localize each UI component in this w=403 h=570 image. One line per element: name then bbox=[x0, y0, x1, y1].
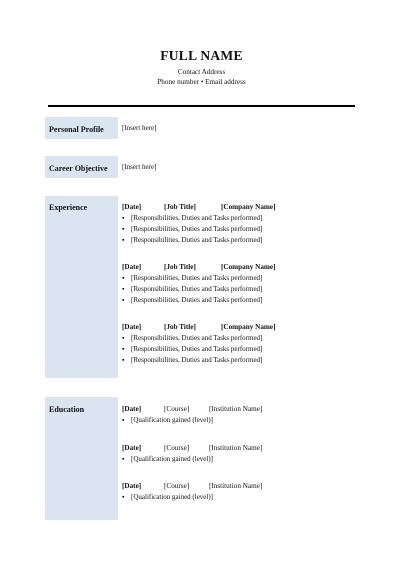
education-course: [Course] bbox=[164, 482, 190, 490]
experience-company: [Company Name] bbox=[221, 263, 276, 271]
experience-date: [Date] bbox=[122, 203, 142, 211]
experience-entry bbox=[122, 202, 362, 245]
career-objective-text: [Insert here] bbox=[122, 163, 157, 171]
list-item: ▪ [Qualification gained (level)] bbox=[122, 454, 362, 465]
list-item: ▪ [Responsibilities, Duties and Tasks performed] bbox=[122, 273, 362, 284]
education-label: Education bbox=[49, 405, 85, 414]
experience-job-title: [Job Title] bbox=[164, 323, 196, 331]
education-course: [Course] bbox=[164, 405, 190, 413]
experience-job-title: [Job Title] bbox=[164, 263, 196, 271]
experience-company: [Company Name] bbox=[221, 203, 276, 211]
experience-entry bbox=[122, 262, 362, 305]
experience-entry bbox=[122, 322, 362, 365]
experience-date: [Date] bbox=[122, 323, 142, 331]
list-item: ▪ [Responsibilities, Duties and Tasks performed] bbox=[122, 235, 362, 246]
header-divider bbox=[48, 105, 355, 107]
experience-company: [Company Name] bbox=[221, 323, 276, 331]
experience-label: Experience bbox=[49, 203, 88, 212]
education-date: [Date] bbox=[122, 405, 142, 413]
resume-header bbox=[0, 48, 403, 87]
education-institution: [Institution Name] bbox=[209, 405, 263, 413]
education-label-box bbox=[45, 397, 118, 520]
career-objective-label: Career Objective bbox=[49, 164, 108, 173]
contact-address: Contact Address bbox=[177, 68, 226, 76]
list-item: ▪ [Qualification gained (level)] bbox=[122, 415, 362, 426]
personal-profile-label: Personal Profile bbox=[49, 125, 104, 134]
experience-date: [Date] bbox=[122, 263, 142, 271]
list-item: ▪ [Responsibilities, Duties and Tasks performed] bbox=[122, 344, 362, 355]
career-objective-label-box bbox=[45, 156, 118, 178]
experience-label-box bbox=[45, 196, 118, 378]
education-entry bbox=[122, 443, 362, 465]
education-date: [Date] bbox=[122, 482, 142, 490]
personal-profile-label-box bbox=[45, 117, 118, 139]
list-item: ▪ [Responsibilities, Duties and Tasks performed] bbox=[122, 333, 362, 344]
list-item: ▪ [Responsibilities, Duties and Tasks performed] bbox=[122, 295, 362, 306]
education-entry bbox=[122, 481, 362, 503]
list-item: ▪ [Qualification gained (level)] bbox=[122, 492, 362, 503]
education-entry bbox=[122, 404, 362, 426]
full-name: FULL NAME bbox=[160, 48, 243, 63]
education-date: [Date] bbox=[122, 444, 142, 452]
personal-profile-text: [Insert here] bbox=[122, 124, 157, 132]
experience-job-title: [Job Title] bbox=[164, 203, 196, 211]
list-item: ▪ [Responsibilities, Duties and Tasks performed] bbox=[122, 284, 362, 295]
list-item: ▪ [Responsibilities, Duties and Tasks performed] bbox=[122, 213, 362, 224]
phone-email: Phone number • Email address bbox=[157, 77, 246, 86]
list-item: ▪ [Responsibilities, Duties and Tasks performed] bbox=[122, 224, 362, 235]
list-item: ▪ [Responsibilities, Duties and Tasks performed] bbox=[122, 355, 362, 366]
education-institution: [Institution Name] bbox=[209, 444, 263, 452]
education-course: [Course] bbox=[164, 444, 190, 452]
education-institution: [Institution Name] bbox=[209, 482, 263, 490]
